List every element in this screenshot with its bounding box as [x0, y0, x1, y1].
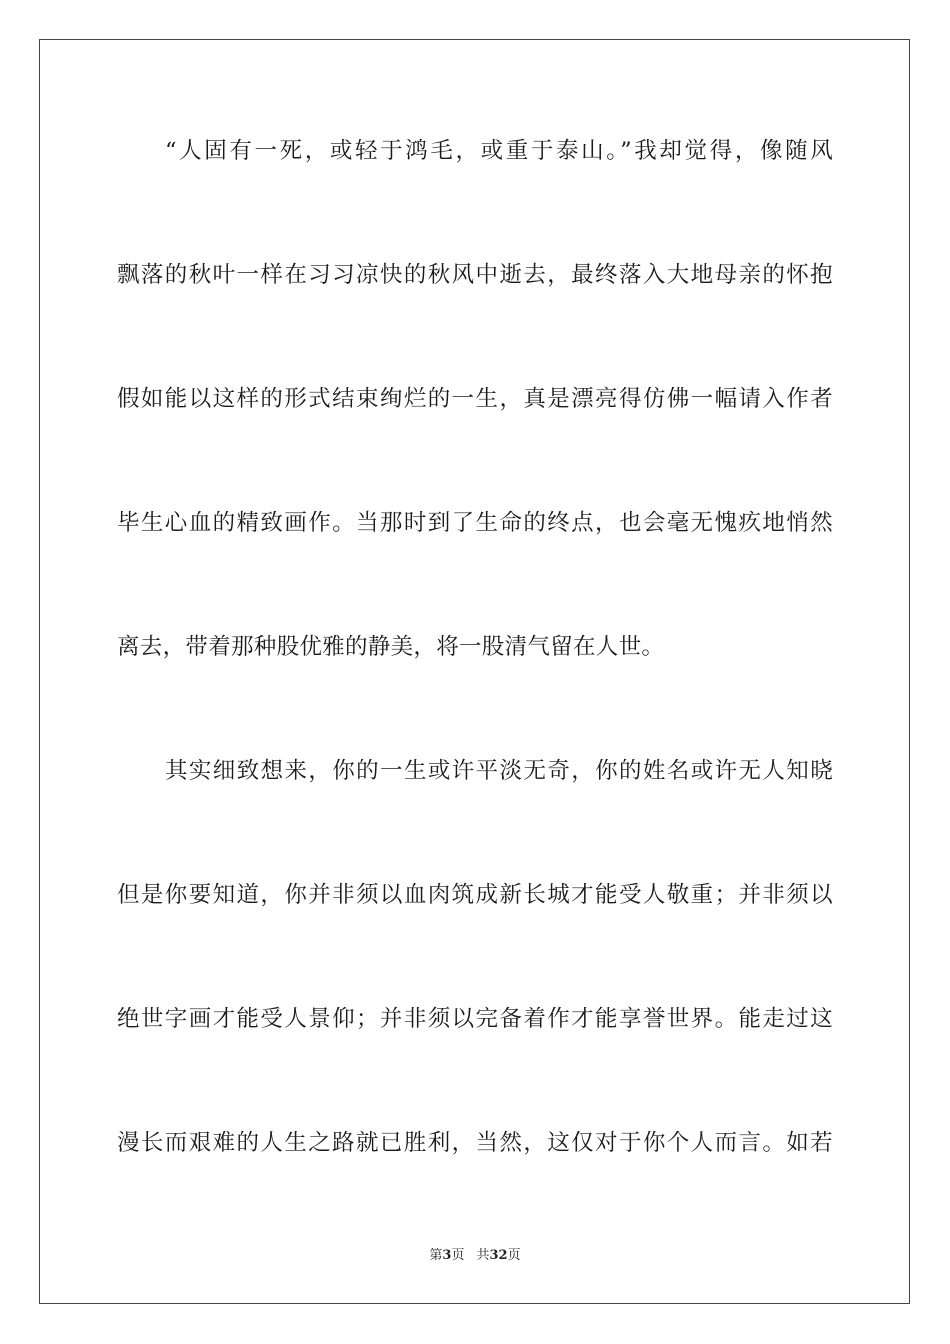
page-footer — [0, 1247, 950, 1265]
footer-total-suffix: 页 — [507, 1248, 521, 1263]
footer-total-pages: 32 — [489, 1248, 508, 1263]
paragraph-2-line-3: 绝世字画才能受人景仰；并非须以完备着作才能享誉世界。能走过这 — [117, 1006, 833, 1032]
paragraph-2-line-4: 漫长而艰难的人生之路就已胜利，当然，这仅对于你个人而言。如若 — [117, 1130, 833, 1156]
footer-total-prefix: 共 — [476, 1248, 490, 1263]
paragraph-2-line-2: 但是你要知道，你并非须以血肉筑成新长城才能受人敬重；并非须以 — [117, 882, 833, 908]
paragraph-1-line-2: 飘落的秋叶一样在习习凉快的秋风中逝去，最终落入大地母亲的怀抱 — [117, 262, 833, 288]
footer-page-suffix: 页 — [451, 1248, 465, 1263]
paragraph-1-line-4: 毕生心血的精致画作。当那时到了生命的终点，也会毫无愧疚地悄然 — [117, 510, 833, 536]
paragraph-1-line-3: 假如能以这样的形式结束绚烂的一生，真是漂亮得仿佛一幅请入作者 — [117, 386, 833, 412]
page-frame — [39, 39, 910, 1304]
footer-page-number: 3 — [442, 1248, 452, 1263]
paragraph-1-line-5: 离去，带着那种股优雅的静美，将一股清气留在人世。 — [117, 634, 665, 660]
paragraph-1-line-1: “人固有一死，或轻于鸿毛，或重于泰山。”我却觉得，像随风 — [165, 138, 833, 164]
footer-page-prefix: 第 — [429, 1248, 443, 1263]
paragraph-2-line-1: 其实细致想来，你的一生或许平淡无奇，你的姓名或许无人知晓 — [165, 758, 833, 784]
